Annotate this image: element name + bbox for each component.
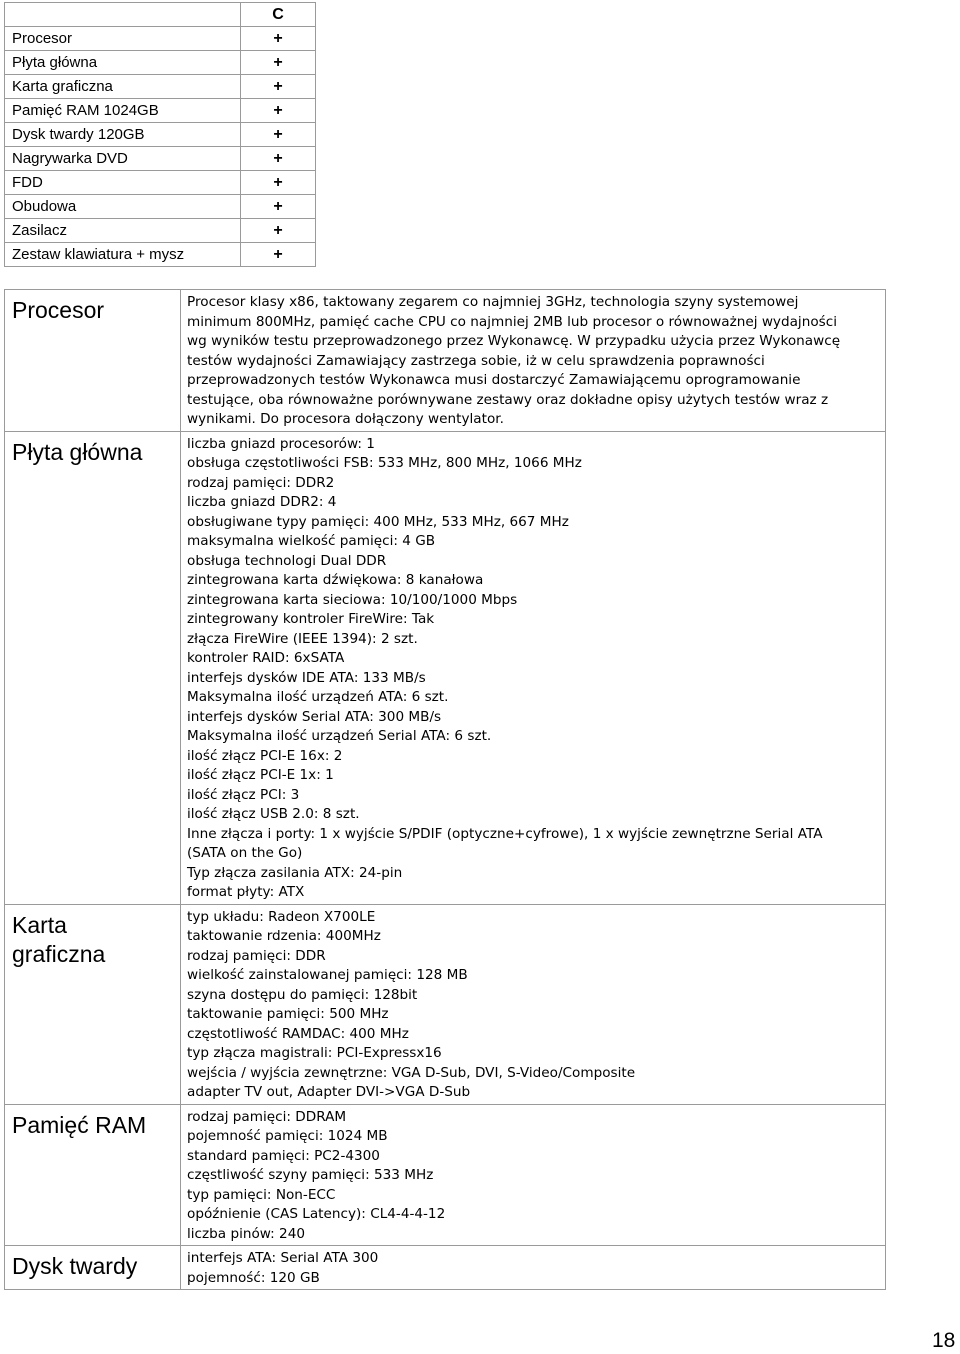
summary-row-label: Procesor	[5, 27, 241, 51]
spec-line: ilość złącz PCI-E 16x: 2	[187, 747, 343, 764]
summary-row-label: Obudowa	[5, 195, 241, 219]
spec-line: Inne złącza i porty: 1 x wyjście S/PDIF (optyczne+cyfrowe), 1 x wyjście zewnętrzne Serial ATA	[187, 825, 823, 842]
spec-row-plyta	[5, 431, 886, 904]
summary-row-mark: +	[241, 195, 316, 219]
summary-row-label: Pamięć RAM 1024GB	[5, 99, 241, 123]
spec-line: interfejs dysków IDE ATA: 133 MB/s	[187, 669, 426, 686]
summary-row-mark: +	[241, 99, 316, 123]
spec-desc-dysk	[181, 1246, 886, 1290]
summary-row	[5, 171, 316, 195]
summary-row	[5, 51, 316, 75]
summary-row-label: Dysk twardy 120GB	[5, 123, 241, 147]
summary-header-label: C	[241, 3, 316, 27]
spec-line: złącza FireWire (IEEE 1394): 2 szt.	[187, 630, 418, 647]
spec-line: zintegrowana karta dźwiękowa: 8 kanałowa	[187, 572, 484, 588]
spec-line: pojemność pamięci: 1024 MB	[187, 1128, 388, 1144]
spec-line: typ układu: Radeon X700LE	[187, 908, 376, 925]
summary-header-empty	[5, 3, 241, 27]
spec-line: typ pamięci: Non-ECC	[187, 1186, 336, 1203]
spec-line: Maksymalna ilość urządzeń Serial ATA: 6 szt.	[187, 728, 492, 744]
spec-line: testujące, oba równoważne porównywane zestawy oraz dokładne opisy użytych testów wraz z	[187, 391, 829, 408]
spec-name-karta-line1: Karta	[12, 911, 67, 938]
spec-line: Maksymalna ilość urządzeń ATA: 6 szt.	[187, 689, 449, 705]
spec-line: maksymalna wielkość pamięci: 4 GB	[187, 533, 436, 549]
spec-line: liczba gniazd procesorów: 1	[187, 435, 375, 452]
summary-row-mark: +	[241, 219, 316, 243]
summary-row-mark: +	[241, 51, 316, 75]
spec-line: liczba gniazd DDR2: 4	[187, 494, 337, 510]
spec-line: taktowanie rdzenia: 400MHz	[187, 928, 381, 944]
summary-row	[5, 147, 316, 171]
specs-table	[4, 289, 886, 1290]
summary-row-mark: +	[241, 75, 316, 99]
spec-line: format płyty: ATX	[187, 884, 305, 900]
summary-header-row	[5, 3, 316, 27]
summary-row-label: FDD	[5, 171, 241, 195]
spec-line: pojemność: 120 GB	[187, 1269, 320, 1286]
spec-line: adapter TV out, Adapter DVI->VGA D-Sub	[187, 1084, 471, 1100]
spec-line: rodzaj pamięci: DDR2	[187, 474, 335, 491]
spec-name-procesor: Procesor	[5, 290, 181, 432]
summary-row	[5, 27, 316, 51]
spec-line: częstliwość szyny pamięci: 533 MHz	[187, 1167, 434, 1183]
spec-line: rodzaj pamięci: DDRAM	[187, 1108, 347, 1125]
summary-row-mark: +	[241, 27, 316, 51]
spec-line: częstotliwość RAMDAC: 400 MHz	[187, 1025, 409, 1042]
spec-line: obsługiwane typy pamięci: 400 MHz, 533 MHz, 667 MHz	[187, 513, 569, 530]
spec-name-plyta: Płyta główna	[5, 431, 181, 904]
spec-name-karta-line2: graficzna	[12, 940, 106, 967]
spec-line: opóźnienie (CAS Latency): CL4-4-4-12	[187, 1206, 446, 1222]
spec-line: wynikami. Do procesora dołączony wentylator.	[187, 411, 504, 427]
summary-row-mark: +	[241, 123, 316, 147]
spec-line: (SATA on the Go)	[187, 845, 303, 861]
summary-row	[5, 75, 316, 99]
spec-name-dysk: Dysk twardy	[5, 1246, 181, 1290]
spec-desc-plyta	[181, 431, 886, 904]
spec-desc-karta	[181, 904, 886, 1104]
spec-line: liczba pinów: 240	[187, 1225, 306, 1242]
summary-row-label: Zasilacz	[5, 219, 241, 243]
spec-line: obsługa technologi Dual DDR	[187, 552, 387, 569]
spec-line: minimum 800MHz, pamięć cache CPU co najmniej 2MB lub procesor o równoważnej wydajności	[187, 313, 837, 330]
spec-line: zintegrowana karta sieciowa: 10/100/1000 Mbps	[187, 591, 518, 608]
summary-row-mark: +	[241, 171, 316, 195]
spec-line: typ złącza magistrali: PCI-Expressx16	[187, 1045, 442, 1061]
spec-row-dysk	[5, 1246, 886, 1290]
summary-row	[5, 195, 316, 219]
summary-row	[5, 99, 316, 123]
spec-line: ilość złącz USB 2.0: 8 szt.	[187, 806, 360, 822]
spec-line: wielkość zainstalowanej pamięci: 128 MB	[187, 967, 468, 983]
summary-row-label: Płyta główna	[5, 51, 241, 75]
spec-line: Typ złącza zasilania ATX: 24-pin	[187, 864, 403, 881]
spec-name-karta	[5, 904, 181, 1104]
summary-row	[5, 123, 316, 147]
spec-line: taktowanie pamięci: 500 MHz	[187, 1006, 389, 1022]
spec-line: rodzaj pamięci: DDR	[187, 947, 326, 964]
summary-row-mark: +	[241, 243, 316, 267]
spec-line: kontroler RAID: 6xSATA	[187, 650, 345, 666]
spec-desc-procesor	[181, 290, 886, 432]
summary-row-label: Karta graficzna	[5, 75, 241, 99]
spec-row-ram	[5, 1104, 886, 1246]
spec-line: interfejs dysków Serial ATA: 300 MB/s	[187, 708, 442, 725]
spec-line: szyna dostępu do pamięci: 128bit	[187, 986, 418, 1003]
spec-line: testów wydajności Zamawiający zastrzega sobie, iż w celu sprawdzenia poprawności	[187, 352, 765, 369]
spec-line: ilość złącz PCI: 3	[187, 786, 300, 803]
spec-line: przeprowadzonych testów Wykonawca musi dostarczyć Zamawiającemu oprogramowanie	[187, 372, 801, 388]
spec-desc-ram	[181, 1104, 886, 1246]
summary-row-mark: +	[241, 147, 316, 171]
spec-line: zintegrowany kontroler FireWire: Tak	[187, 611, 435, 627]
spec-name-ram: Pamięć RAM	[5, 1104, 181, 1246]
summary-row	[5, 219, 316, 243]
spec-line: ilość złącz PCI-E 1x: 1	[187, 767, 334, 783]
summary-row-label: Zestaw klawiatura + mysz	[5, 243, 241, 267]
summary-row	[5, 243, 316, 267]
spec-row-procesor	[5, 290, 886, 432]
page-number: 18	[932, 1329, 956, 1352]
spec-line: obsługa częstotliwości FSB: 533 MHz, 800 MHz, 1066 MHz	[187, 455, 582, 471]
spec-line: Procesor klasy x86, taktowany zegarem co najmniej 3GHz, technologia szyny systemowej	[187, 294, 799, 310]
spec-line: wg wyników testu przeprowadzonego przez Wykonawcę. W przypadku użycia przez Wykonawcę	[187, 333, 841, 349]
spec-row-karta	[5, 904, 886, 1104]
summary-table	[4, 2, 316, 267]
summary-table-body	[5, 3, 316, 267]
summary-row-label: Nagrywarka DVD	[5, 147, 241, 171]
spec-line: interfejs ATA: Serial ATA 300	[187, 1250, 379, 1266]
spec-line: wejścia / wyjścia zewnętrzne: VGA D-Sub, DVI, S-Video/Composite	[187, 1064, 636, 1081]
spec-line: standard pamięci: PC2-4300	[187, 1147, 380, 1164]
